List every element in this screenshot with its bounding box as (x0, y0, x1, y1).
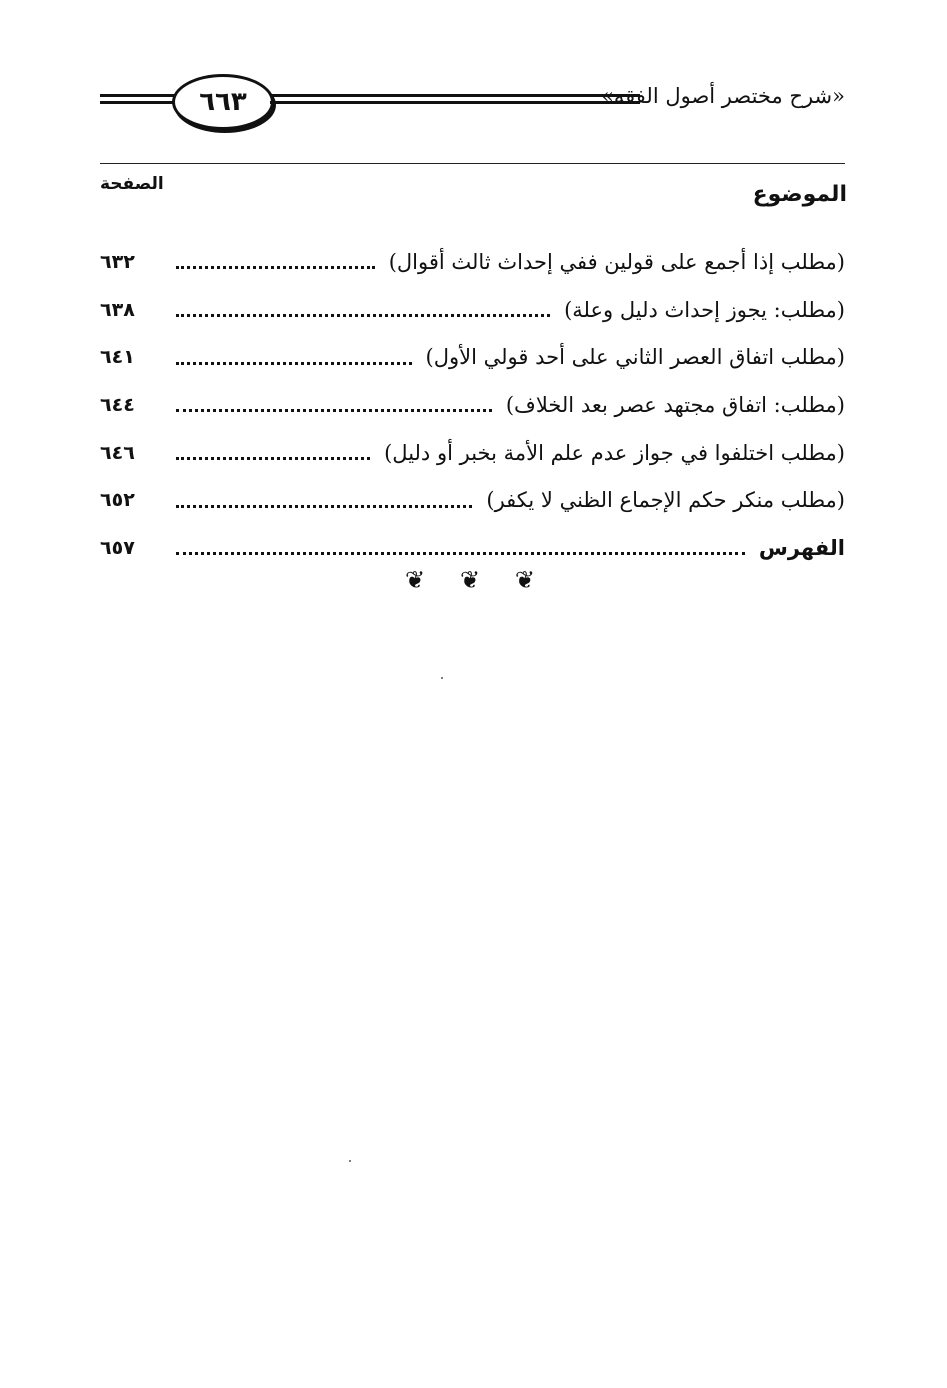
header-rule-right (270, 94, 640, 97)
header-rule-left (100, 94, 178, 97)
paper-speck (441, 677, 443, 679)
page-header (100, 70, 845, 130)
toc-entry-page: ٦٤٦ (100, 441, 135, 464)
toc-entry-title: الفهرس (758, 535, 845, 560)
toc-entry (100, 286, 845, 334)
header-rule-right (270, 101, 640, 104)
toc-entry-page: ٦٥٧ (100, 536, 135, 559)
book-title: «شرح مختصر أصول الفقه» (601, 84, 845, 108)
paper-speck (349, 1160, 351, 1162)
toc-entry-title: (مطلب اتفاق العصر الثاني على أحد قولي الأول) (425, 345, 845, 370)
dot-leader (176, 409, 492, 412)
toc-entry-title: (مطلب إذا أجمع على قولين ففي إحداث ثالث أقوال) (388, 249, 845, 274)
toc-entry (100, 429, 845, 477)
column-heading-topic: الموضوع (752, 182, 847, 207)
toc-entry (100, 238, 845, 286)
column-heading-page: الصفحة (100, 174, 164, 194)
floral-ornament-icon: ❦ (514, 566, 535, 594)
dot-leader (176, 552, 745, 555)
floral-ornament-icon: ❦ (459, 566, 481, 594)
page-number: ٦٦٣ (172, 74, 274, 130)
toc-entry-title: (مطلب: اتفاق مجتهد عصر بعد الخلاف) (505, 392, 845, 417)
toc-entry-page: ٦٤٤ (100, 393, 135, 416)
toc-entry-title: (مطلب منكر حكم الإجماع الظني لا يكفر) (486, 488, 845, 513)
dot-leader (176, 457, 370, 460)
toc-entry-page: ٦٤١ (100, 346, 135, 369)
dot-leader (176, 314, 550, 317)
toc-entry-page: ٦٣٢ (100, 250, 135, 273)
table-of-contents (100, 238, 845, 572)
toc-entry-title: (مطلب: يجوز إحداث دليل وعلة) (564, 297, 845, 322)
toc-entry-page: ٦٥٢ (100, 489, 135, 512)
header-rule-left (100, 101, 178, 104)
toc-entry-title: (مطلب اختلفوا في جواز عدم علم الأمة بخبر أو دليل) (384, 440, 845, 465)
toc-entry (100, 381, 845, 429)
toc-entry (100, 476, 845, 524)
dot-leader (176, 266, 375, 269)
dot-leader (176, 362, 412, 365)
divider (100, 163, 845, 164)
floral-ornament-icon: ❦ (405, 566, 426, 594)
toc-entry-page: ٦٣٨ (100, 298, 135, 321)
end-ornaments (405, 566, 535, 594)
toc-entry-index (100, 524, 845, 572)
toc-entry (100, 333, 845, 381)
dot-leader (176, 505, 472, 508)
